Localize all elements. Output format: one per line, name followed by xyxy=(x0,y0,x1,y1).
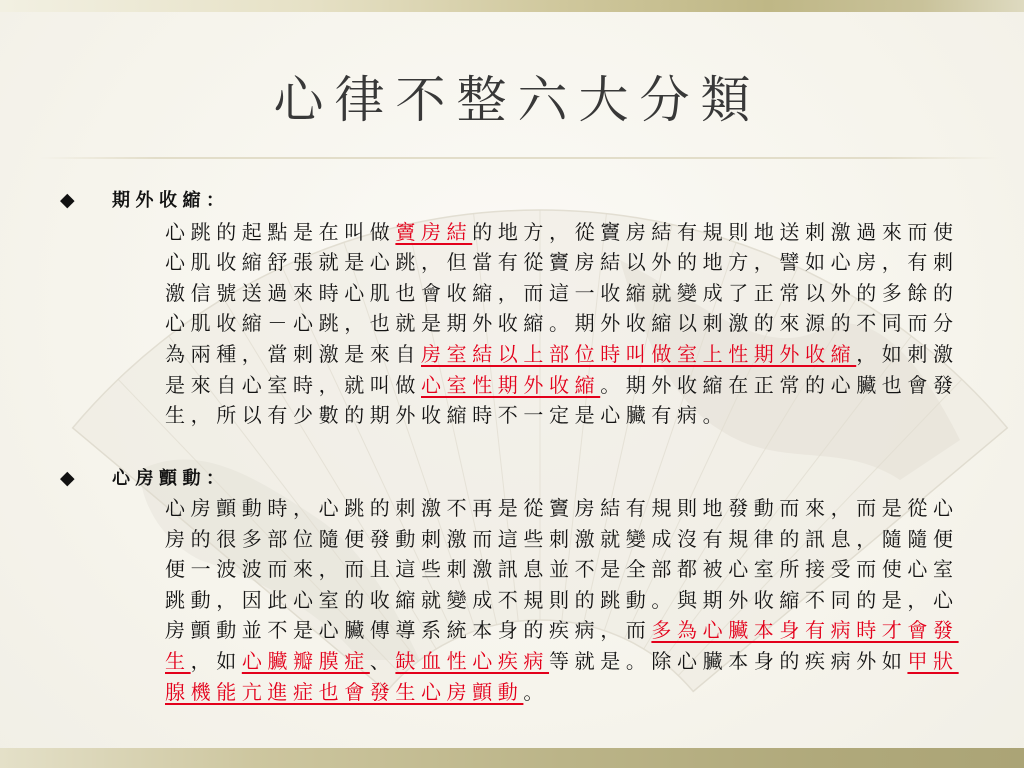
diamond-bullet-icon: ◆ xyxy=(60,467,75,489)
text-segment: 生，所以有少數的期外收縮時不一定是心臟有病。 xyxy=(165,403,729,428)
text-segment: 為兩種，當刺激是來自 xyxy=(165,342,421,367)
text-segment: 房顫動並不是心臟傳導系統本身的疾病，而 xyxy=(165,618,652,643)
paragraph-line xyxy=(165,493,959,524)
text-segment: 心跳的起點是在叫做 xyxy=(165,219,396,244)
text-segment: 心肌收縮－心跳，也就是期外收縮。期外收縮以刺激的來源的不同而分 xyxy=(165,311,959,336)
emphasized-text: 竇房結 xyxy=(395,219,473,244)
bottom-decorative-band xyxy=(0,748,1024,768)
paragraph-line xyxy=(165,646,959,677)
text-segment: 。期外收縮在正常的心臟也會發 xyxy=(600,372,959,397)
emphasized-text: 心室性期外收縮 xyxy=(421,372,601,397)
text-segment: 心肌收縮舒張就是心跳，但當有從竇房結以外的地方，譬如心房，有刺 xyxy=(165,250,959,275)
emphasized-text: 生 xyxy=(165,648,191,673)
paragraph-line xyxy=(165,217,959,248)
paragraph-line xyxy=(165,278,959,309)
text-segment: 激信號送過來時心肌也會收縮，而這一收縮就變成了正常以外的多餘的 xyxy=(165,280,959,305)
emphasized-text: 缺血性心疾病 xyxy=(395,648,550,673)
paragraph-line xyxy=(165,370,959,401)
section-heading-text: 期外收縮： xyxy=(112,190,230,211)
text-segment: 便一波波而來，而且這些刺激訊息並不是全部都被心室所接受而使心室 xyxy=(165,557,959,582)
section-paragraph-premature-contraction xyxy=(165,217,959,431)
text-segment: 的地方，從竇房結有規則地送刺激過來而使 xyxy=(472,219,959,244)
text-segment: 心房顫動時，心跳的刺激不再是從竇房結有規則地發動而來，而是從心 xyxy=(165,496,959,520)
paragraph-line xyxy=(165,524,959,555)
section-heading-text: 心房顫動： xyxy=(112,468,230,489)
paragraph-line xyxy=(165,615,959,646)
text-segment: 。 xyxy=(523,679,550,704)
paragraph-line xyxy=(165,308,959,339)
text-segment: 跳動，因此心室的收縮就變成不規則的跳動。與期外收縮不同的是，心 xyxy=(165,587,959,612)
slide-title: 心律不整六大分類 xyxy=(273,71,762,129)
emphasized-text: 房室結以上部位時叫做室上性期外收縮 xyxy=(421,342,857,367)
text-segment: 等就是。除心臟本身的疾病外如 xyxy=(549,648,908,673)
text-segment: ，如 xyxy=(190,648,242,673)
paragraph-line xyxy=(165,400,959,431)
section-paragraph-atrial-fibrillation xyxy=(165,493,959,707)
text-segment: 房的很多部位隨便發動刺激而這些刺激就變成沒有規律的訊息，隨隨便 xyxy=(165,526,959,551)
emphasized-text: 心臟瓣膜症 xyxy=(241,648,370,673)
paragraph-line xyxy=(165,339,959,370)
paragraph-line xyxy=(165,677,959,708)
paragraph-line xyxy=(165,247,959,278)
emphasized-text: 多為心臟本身有病時才會發 xyxy=(651,618,959,643)
title-divider xyxy=(40,157,1000,159)
section-heading-atrial-fibrillation xyxy=(60,463,230,494)
paragraph-line xyxy=(165,585,959,616)
emphasized-text: 腺機能亢進症也會發生心房顫動 xyxy=(165,679,524,704)
text-segment: 、 xyxy=(369,648,396,673)
emphasized-text: 甲狀 xyxy=(907,648,959,673)
paragraph-line xyxy=(165,554,959,585)
section-heading-premature-contraction xyxy=(60,185,230,216)
text-segment: 是來自心室時，就叫做 xyxy=(165,372,421,397)
diamond-bullet-icon: ◆ xyxy=(60,189,75,211)
text-segment: ，如刺激 xyxy=(856,342,959,367)
